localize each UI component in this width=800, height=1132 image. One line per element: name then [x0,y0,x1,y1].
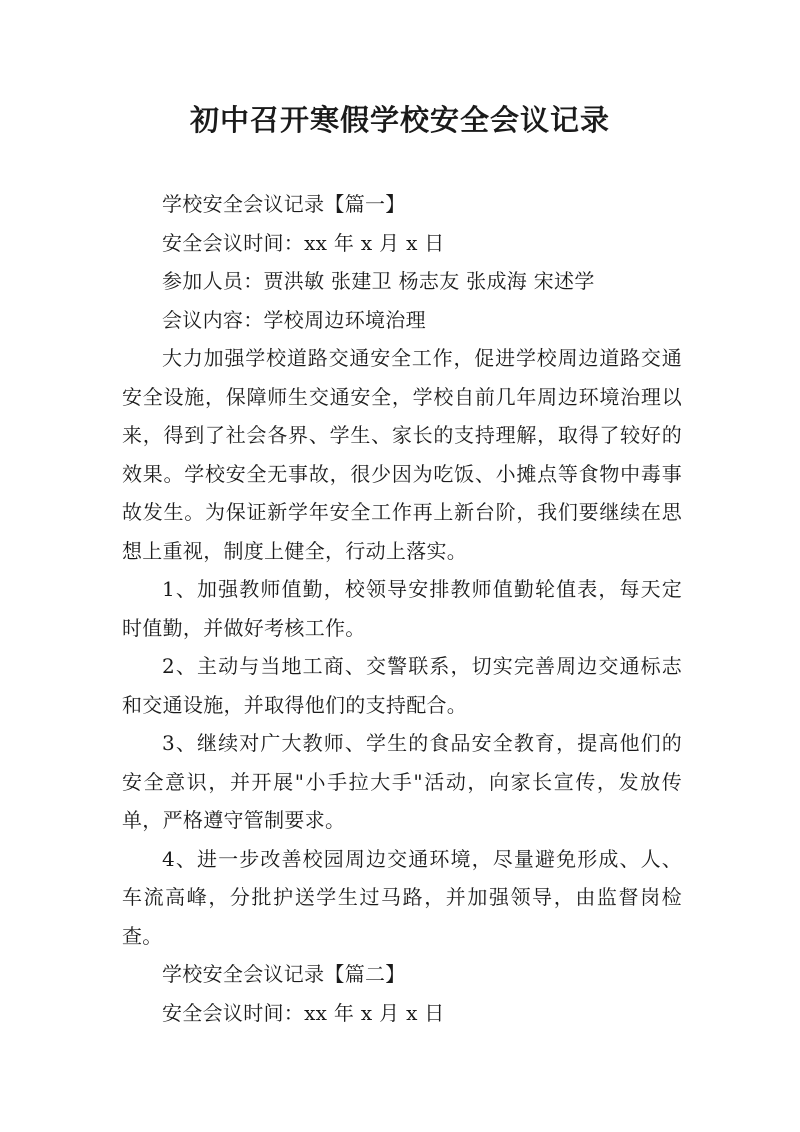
meeting-time-2: 安全会议时间：xx 年 x 月 x 日 [162,1000,445,1025]
list-item-4: 4、进一步改善校园周边交通环境，尽量避免形成、人、车流高峰，分批护送学生过马路，并加强领导，由监督岗检查。 [122,846,682,948]
list-item-2: 2、主动与当地工商、交警联系，切实完善周边交通标志和交通设施，并取得他们的支持配合。 [122,654,682,717]
body-paragraph: 大力加强学校道路交通安全工作，促进学校周边道路交通安全设施，保障师生交通安全，学校自前几年周边环境治理以来，得到了社会各界、学生、家长的支持理解，取得了较好的效果。学校安全无事故，很少因为吃饭、小摊点等食物中毒事故发生。为保证新学年安全工作再上新台阶，我们要继续在思想上重视，制度上健全，行动上落实。 [122,346,682,563]
section-heading-1: 学校安全会议记录【篇一】 [162,192,406,216]
attendees: 参加人员：贾洪敏 张建卫 杨志友 张成海 宋述学 [162,269,595,293]
list-item-1: 1、加强教师值勤，校领导安排教师值勤轮值表，每天定时值勤，并做好考核工作。 [122,577,682,640]
list-item-3: 3、继续对广大教师、学生的食品安全教育，提高他们的安全意识，并开展"小手拉大手"活动，向家长宣传，发放传单，严格遵守管制要求。 [122,731,682,832]
document-title: 初中召开寒假学校安全会议记录 [189,103,610,137]
meeting-time: 安全会议时间：xx 年 x 月 x 日 [162,230,445,255]
meeting-content: 会议内容：学校周边环境治理 [162,307,426,332]
section-heading-2: 学校安全会议记录【篇二】 [162,962,406,986]
document-body [122,185,682,1032]
